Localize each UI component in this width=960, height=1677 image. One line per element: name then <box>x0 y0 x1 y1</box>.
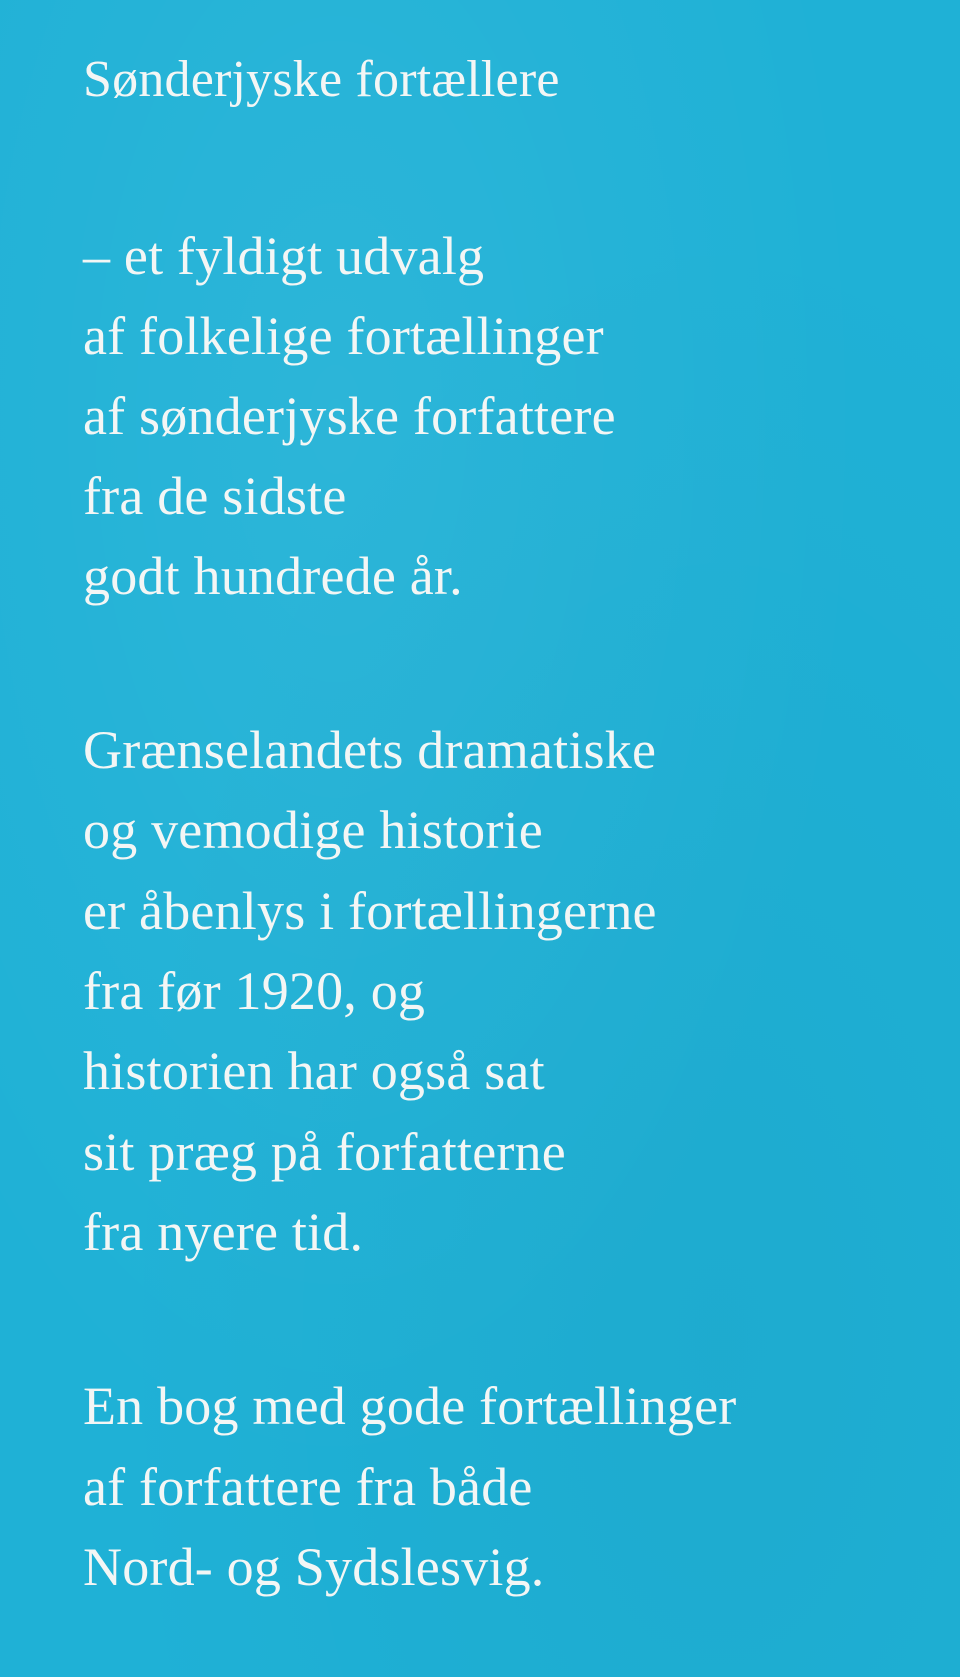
text-line: Grænselandets dramatiske <box>83 720 657 780</box>
cover-title: Sønderjyske fortællere <box>83 51 560 108</box>
text-line: fra før 1920, og <box>83 961 426 1021</box>
text-line: En bog med gode fortællinger <box>83 1376 737 1436</box>
text-line: – et fyldigt udvalg <box>83 226 485 286</box>
text-line: af sønderjyske forfattere <box>83 386 616 446</box>
text-line: fra de sidste <box>83 466 347 526</box>
text-line: fra nyere tid. <box>83 1202 364 1262</box>
text-line: er åbenlys i fortællingerne <box>83 881 657 941</box>
text-line: sit præg på forfatterne <box>83 1122 566 1182</box>
text-line: godt hundrede år. <box>83 546 463 606</box>
text-line: og vemodige historie <box>83 800 543 860</box>
text-line: af forfattere fra både <box>83 1457 533 1517</box>
text-line: Nord- og Sydslesvig. <box>83 1537 545 1597</box>
text-line: af folkelige fortællinger <box>83 306 604 366</box>
text-line: historien har også sat <box>83 1041 545 1101</box>
